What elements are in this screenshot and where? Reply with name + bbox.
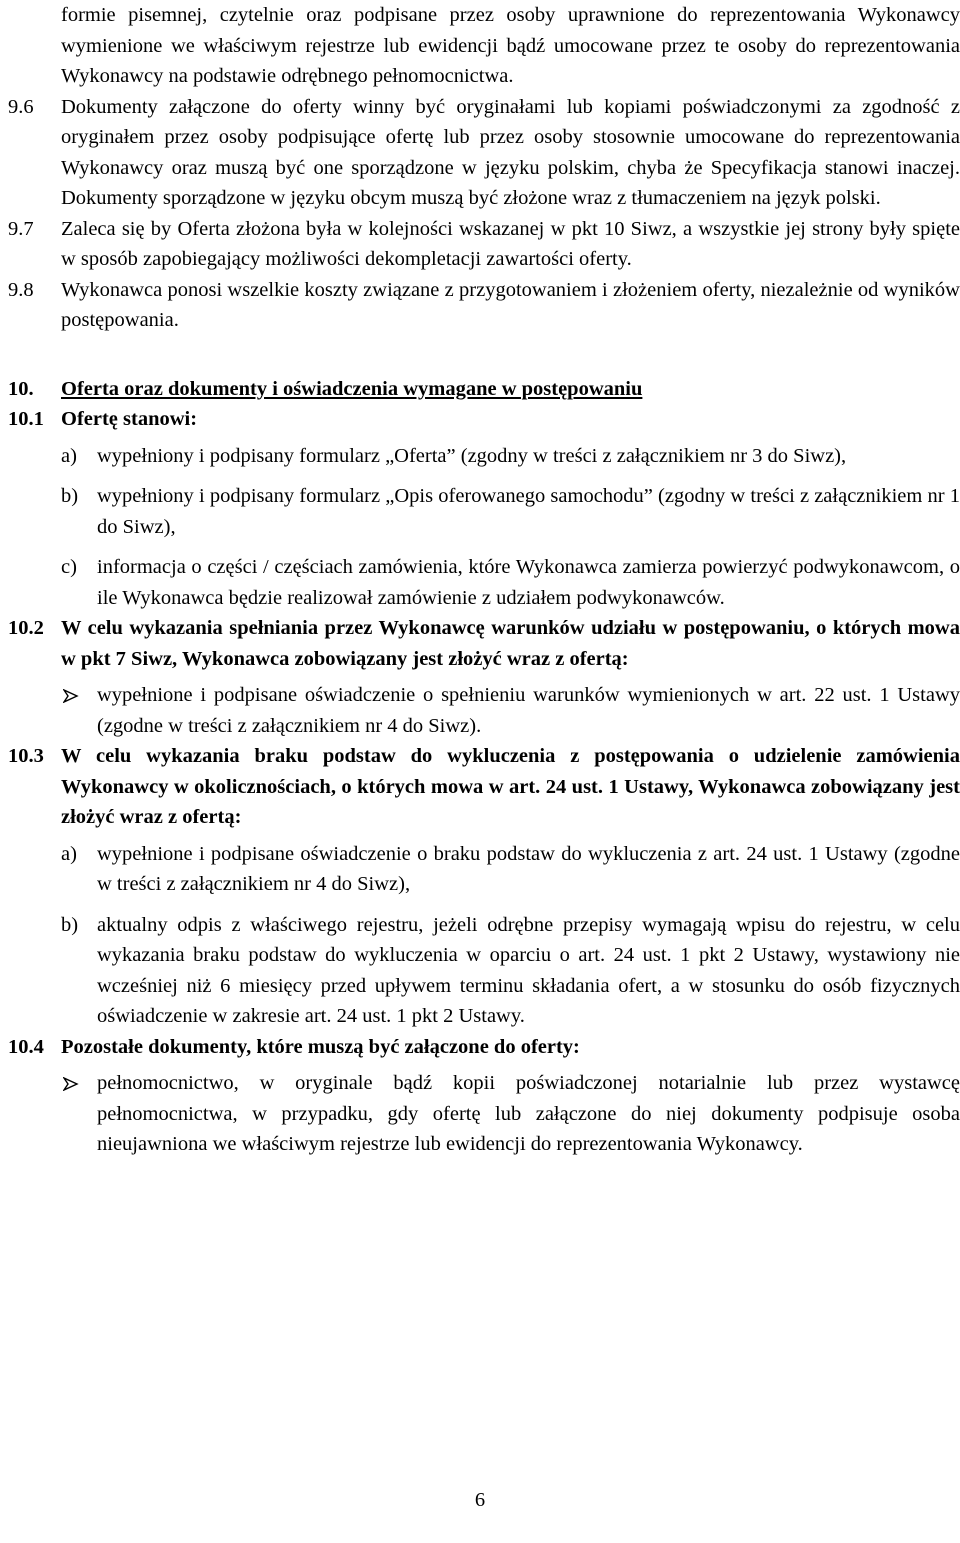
section-number: 10.4	[8, 1035, 44, 1058]
list-item	[0, 910, 960, 1032]
item-text: wypełniony i podpisany formularz „Opis oferowanego samochodu” (zgodny w treści z załącznikiem nr 1 do Siwz),	[97, 485, 960, 538]
section-number: 10.2	[8, 617, 44, 639]
section-title: Ofertę stanowi:	[61, 408, 198, 430]
section-number: 9.8	[8, 278, 34, 301]
section-number: 10.	[8, 377, 34, 400]
section-10-3	[0, 741, 960, 833]
item-text: aktualny odpis z właściwego rejestru, jeżeli odrębne przepisy wymagają wpisu do rejestru, w celu wykazania braku podstaw do wykluczenia w oparciu o art. 24 ust. 1 pkt 2 Ustawy, wystawiony nie wcześniej niż 6 miesięcy przed upływem terminu składania ofert, a w stosunku do osób fizycznych oświadczenie w zakresie art. 24 ust. 1 pkt 2 Ustawy.	[97, 913, 960, 1027]
item-marker: a)	[61, 842, 77, 865]
list-item	[0, 441, 960, 472]
item-text: wypełnione i podpisane oświadczenie o spełnieniu warunków wymienionych w art. 22 ust. 1 Ustawy (zgodne w treści z załącznikiem nr 4 do Siwz).	[97, 684, 960, 737]
item-text: wypełniony i podpisany formularz „Oferta” (zgodny w treści z załącznikiem nr 3 do Siwz),	[97, 444, 847, 467]
section-number: 10.1	[8, 408, 44, 430]
arrow-bullet-icon	[63, 1077, 79, 1091]
item-marker: c)	[61, 556, 77, 578]
list-item	[0, 552, 960, 613]
section-10-2	[0, 613, 960, 674]
section-title: W celu wykazania spełniania przez Wykonawcę warunków udziału w postępowaniu, o których mowa w pkt 7 Siwz, Wykonawca zobowiązany jest złożyć wraz z ofertą:	[61, 617, 960, 670]
list-item	[0, 1068, 960, 1160]
section-title: Pozostałe dokumenty, które muszą być załączone do oferty:	[61, 1035, 580, 1058]
continued-paragraph: formie pisemnej, czytelnie oraz podpisane przez osoby uprawnione do reprezentowania Wykonawcy wymienione we właściwym rejestrze lub ewidencji bądź umocowane przez te osoby do reprezentowania Wykonawcy na podstawie odrębnego pełnomocnictwa.	[61, 4, 960, 87]
item-text: wypełnione i podpisane oświadczenie o braku podstaw do wykluczenia z art. 24 ust. 1 Ustawy (zgodne w treści z załącznikiem nr 4 do Siwz),	[97, 842, 960, 895]
section-title: W celu wykazania braku podstaw do wykluczenia z postępowania o udzielenie zamówienia Wykonawcy w okolicznościach, o których mowa w art. 24 ust. 1 Ustawy, Wykonawca zobowiązany jest złożyć wraz z ofertą:	[61, 745, 960, 828]
section-10-1	[0, 404, 960, 435]
item-marker: a)	[61, 444, 77, 467]
section-number: 9.6	[8, 95, 34, 118]
section-text: Wykonawca ponosi wszelkie koszty związane z przygotowaniem i złożeniem oferty, niezależnie od wyników postępowania.	[61, 278, 960, 331]
item-text: pełnomocnictwo, w oryginale bądź kopii poświadczonej notarialnie lub przez wystawcę pełnomocnictwa, w przypadku, gdy ofertę lub załączone do niej dokumenty podpisuje osoba nieujawniona we właściwym rejestrze lub ewidencji do reprezentowania Wykonawcy.	[97, 1072, 960, 1155]
section-9-8	[0, 275, 960, 336]
section-9-6	[0, 92, 960, 214]
list-item	[0, 680, 960, 741]
section-number: 10.3	[8, 745, 44, 767]
arrow-bullet-icon	[63, 689, 79, 703]
list-item	[0, 481, 960, 542]
section-10	[0, 374, 960, 405]
item-marker: b)	[61, 485, 79, 507]
section-text: Dokumenty załączone do oferty winny być oryginałami lub kopiami poświadczonymi za zgodność z oryginałem przez osoby podpisujące ofertę lub przez osoby stosownie umocowane do reprezentowania Wykonawcy oraz muszą być one sporządzone w języku polskim, chyba że Specyfikacja stanowi inaczej. Dokumenty sporządzone w języku obcym muszą być złożone wraz z tłumaczeniem na język polski.	[61, 95, 960, 209]
item-text: informacja o części / częściach zamówienia, które Wykonawca zamierza powierzyć podwykonawcom, o ile Wykonawca będzie realizował zamówienie z udziałem podwykonawców.	[97, 556, 960, 609]
section-9-7	[0, 214, 960, 275]
list-item	[0, 839, 960, 900]
page-number: 6	[474, 1489, 486, 1511]
section-heading: Oferta oraz dokumenty i oświadczenia wymagane w postępowaniu	[61, 377, 643, 400]
section-text: Zaleca się by Oferta złożona była w kolejności wskazanej w pkt 10 Siwz, a wszystkie jej strony były spięte w sposób zapobiegający możliwości dekompletacji zawartości oferty.	[61, 217, 960, 270]
section-10-4	[0, 1032, 960, 1063]
item-marker: b)	[61, 913, 79, 936]
section-number: 9.7	[8, 217, 34, 240]
